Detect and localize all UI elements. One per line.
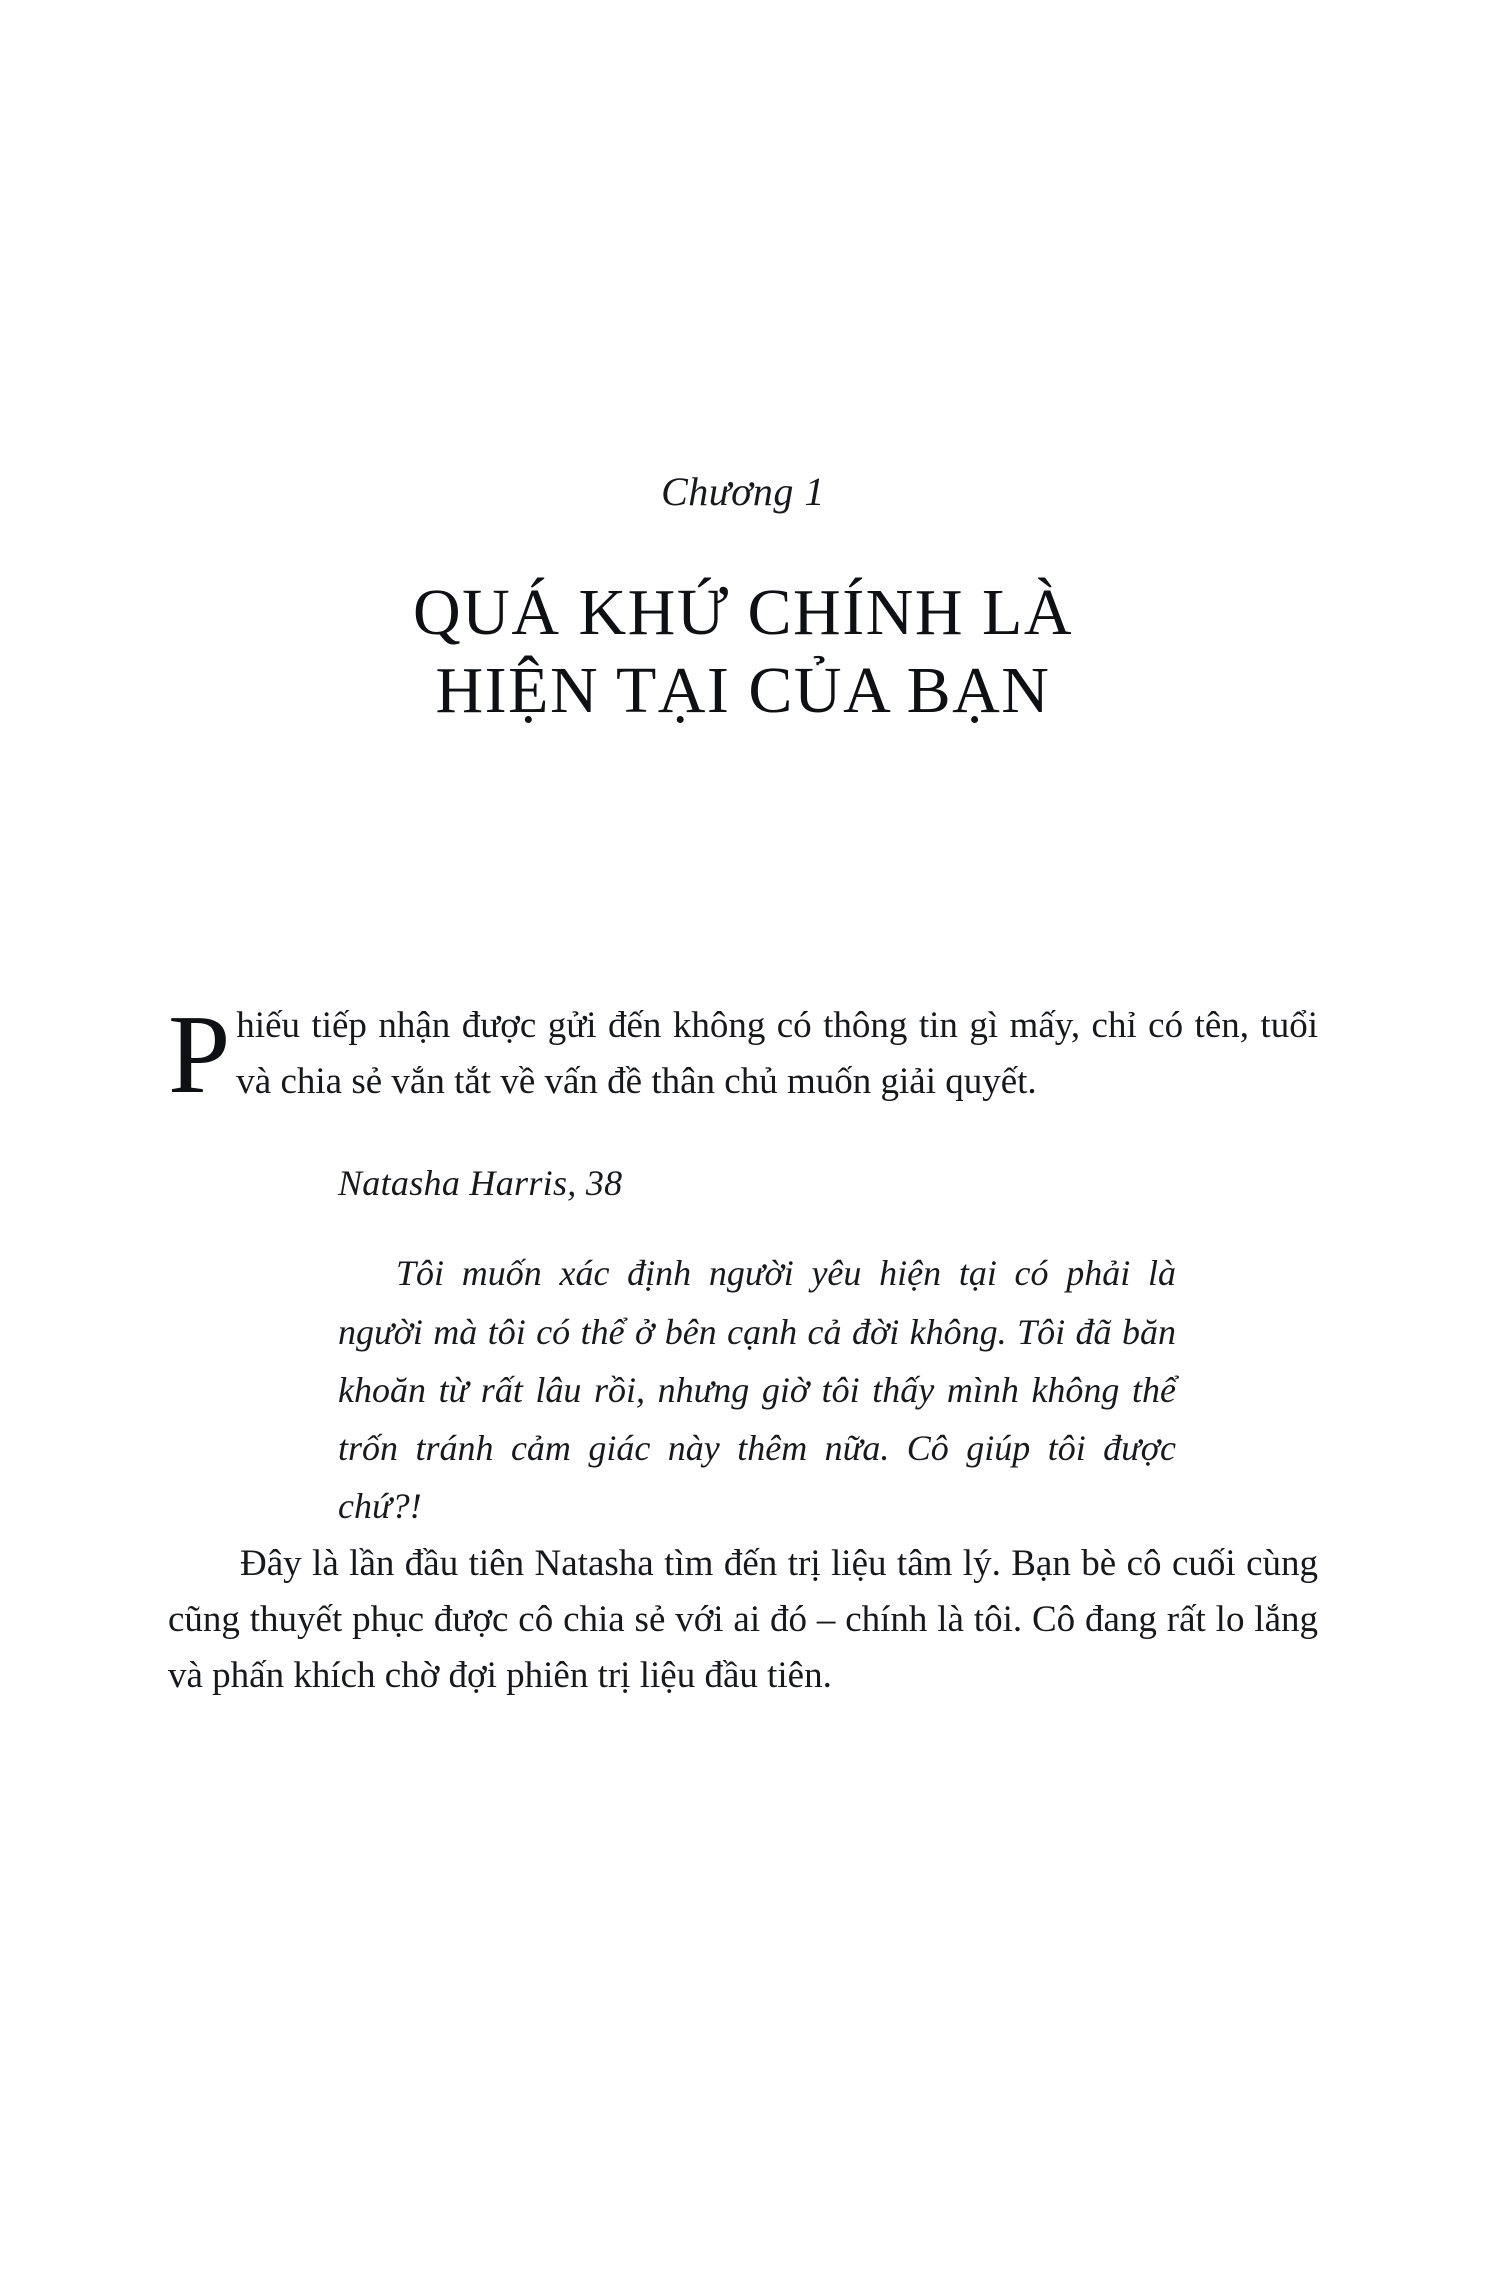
client-name: Natasha Harris, 38 [338,1163,623,1204]
page-content [168,0,1318,1704]
client-quote-text: Tôi muốn xác định người yêu hiện tại có phải là người mà tôi có thể ở bên cạnh cả đời không. Tôi đã băn khoăn từ rất lâu rồi, nhưng giờ tôi thấy mình không thể trốn tránh cảm giác này thêm nữa. Cô giúp tôi được chứ?! [338,1253,1176,1527]
opening-paragraph [168,992,1318,1117]
client-quote [338,1244,1176,1536]
closing-paragraph: Đây là lần đầu tiên Natasha tìm đến trị liệu tâm lý. Bạn bè cô cuối cùng cũng thuyết phục được cô chia sẻ với ai đó – chính là tôi. Cô đang rất lo lắng và phấn khích chờ đợi phiên trị liệu đầu tiên. [168,1542,1318,1697]
chapter-title-line-1: QUÁ KHỨ CHÍNH LÀ [413,576,1073,649]
chapter-label: Chương 1 [661,469,825,514]
chapter-title-line-2: HIỆN TẠI CỦA BẠN [435,653,1051,727]
body-block [168,992,1318,1705]
opening-paragraph-text: hiếu tiếp nhận được gửi đến không có thông tin gì mấy, chỉ có tên, tuổi và chia sẻ vắn tắt về vấn đề thân chủ muốn giải quyết. [236,1004,1318,1102]
chapter-title [168,574,1318,730]
drop-cap: P [168,992,231,1117]
